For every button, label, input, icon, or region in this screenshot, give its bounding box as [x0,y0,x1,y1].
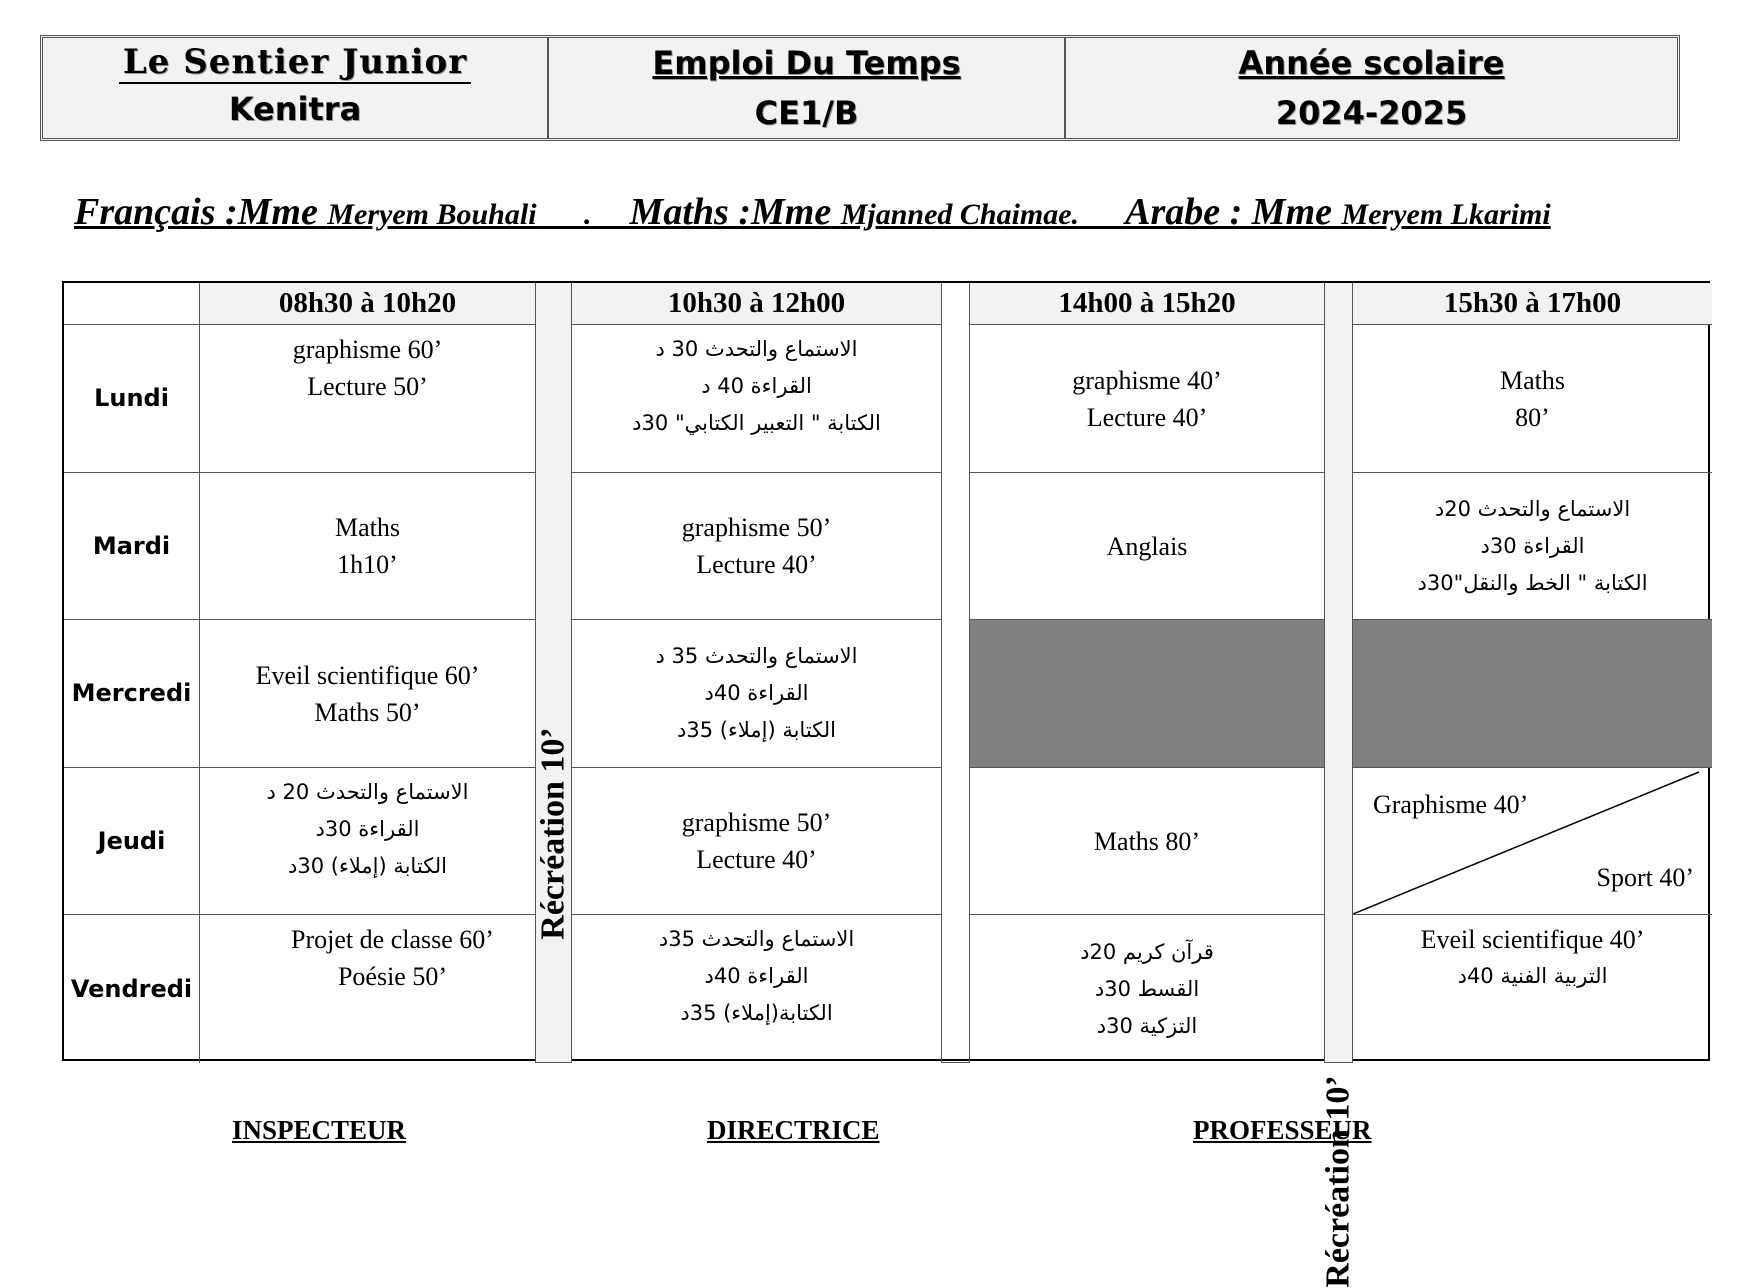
vendredi-slot-4 [1353,915,1712,1063]
year-cell [1066,38,1677,138]
signature-professeur: PROFESSEUR [1193,1115,1372,1145]
lesson: Eveil scientifique 40’ [1420,925,1645,954]
title-cell [549,38,1066,138]
lesson: قرآن كريم 20د [1080,939,1214,964]
lesson: القراءة 40د [704,964,809,988]
year-label: Année scolaire [1238,44,1505,82]
maths-label: Maths :Mme [629,191,832,233]
vendredi-slot-3 [970,915,1325,1063]
lesson: الكتابة (إملاء) 35د [677,718,836,742]
mardi-slot-1 [200,473,536,620]
lesson: Maths [335,513,400,542]
slot-header-2: 10h30 à 12h00 [572,283,942,325]
lesson: Projet de classe 60’ [291,925,494,954]
signature-directrice: DIRECTRICE [707,1115,880,1145]
slot-header-3: 14h00 à 15h20 [970,283,1325,325]
maths-teacher: Mjanned Chaimae. [840,198,1080,231]
slot-header-4: 15h30 à 17h00 [1353,283,1712,325]
lesson: Anglais [1106,531,1188,561]
lesson: القسط 30د [1094,976,1200,1001]
recreation-morning [536,283,572,1063]
lesson: Sport 40’ [1596,863,1694,892]
day-lundi: Lundi [64,325,200,473]
day-mardi: Mardi [64,473,200,620]
lesson: القراءة 40د [704,681,809,705]
mercredi-slot-3-blocked [970,620,1325,768]
jeudi-slot-1 [200,768,536,915]
lesson: الاستماع والتحدث 20د [1434,496,1631,521]
lunch-gap [942,283,970,1063]
mercredi-slot-2 [572,620,942,768]
lesson: الكتابة " التعبير الكتابي" 30د [632,411,881,435]
lesson: 80’ [1515,402,1550,432]
lesson: Maths 80’ [1093,826,1201,856]
lesson: graphisme 50’ [681,808,832,837]
teachers-line [74,190,1551,234]
lundi-slot-1 [200,325,536,473]
lesson: القراءة 40 د [701,374,812,398]
lesson: graphisme 40’ [1072,365,1222,395]
lesson: Poésie 50’ [337,962,448,991]
jeudi-slot-3 [970,768,1325,915]
lesson: Lecture 40’ [696,550,817,579]
lesson: graphisme 50’ [681,513,832,542]
lesson: الاستماع والتحدث 35 د [655,644,858,668]
lesson: القراءة 30د [315,817,420,841]
lesson: Graphisme 40’ [1373,790,1529,819]
school-year: 2024-2025 [1275,94,1468,132]
lesson: Maths 50’ [314,697,421,727]
recreation-afternoon [1320,283,1358,1288]
corner-cell [64,283,200,325]
lesson: Eveil scientifique 60’ [255,660,480,690]
slot-header-1: 08h30 à 10h20 [200,283,536,325]
lesson: Lecture 40’ [696,845,817,874]
lesson: graphisme 60’ [292,335,443,364]
vendredi-slot-1 [200,915,536,1063]
lesson: الاستماع والتحدث 35د [658,927,855,951]
francais-teacher: Meryem Bouhali [327,198,537,231]
lesson: الاستماع والتحدث 20 د [266,780,469,804]
class-name: CE1/B [754,94,859,132]
school-cell [43,38,549,138]
lesson: القراءة 30د [1480,533,1585,558]
mardi-slot-4 [1353,473,1712,620]
school-name: Le Sentier Junior [119,42,471,84]
day-mercredi: Mercredi [64,620,200,768]
header-box [40,35,1680,141]
mardi-slot-3 [970,473,1325,620]
lesson: التزكية 30د [1096,1013,1198,1038]
lesson: التربية الفنية 40د [1457,964,1608,988]
lundi-slot-2 [572,325,942,473]
lesson: الكتابة " الخط والنقل"30د [1417,570,1648,595]
lesson: 1h10’ [337,550,398,579]
francais-label: Français :Mme [74,191,318,233]
day-vendredi: Vendredi [64,915,200,1063]
jeudi-slot-4-split [1353,768,1712,915]
mercredi-slot-1 [200,620,536,768]
recreation-label: Récréation 10’ [535,727,573,940]
separator-dot: . [584,198,592,231]
lundi-slot-4 [1353,325,1712,473]
lesson: الاستماع والتحدث 30 د [655,337,858,361]
mercredi-slot-4-blocked [1353,620,1712,768]
lundi-slot-3 [970,325,1325,473]
lesson: Lecture 40’ [1086,402,1208,432]
signature-inspecteur: INSPECTEUR [232,1115,407,1145]
recreation-label: Récréation 10’ [1320,1075,1358,1288]
day-jeudi: Jeudi [64,768,200,915]
school-city: Kenitra [228,90,362,128]
arabe-teacher: Meryem Lkarimi [1341,198,1551,231]
lesson: Lecture 50’ [307,372,428,401]
mardi-slot-2 [572,473,942,620]
doc-title: Emploi Du Temps [652,44,961,82]
vendredi-slot-2 [572,915,942,1063]
jeudi-slot-2 [572,768,942,915]
lesson: الكتابة(إملاء) 35د [680,1001,833,1025]
arabe-label: Arabe : Mme [1125,191,1333,233]
lesson: الكتابة (إملاء) 30د [288,854,447,878]
lesson: Maths [1500,365,1565,395]
